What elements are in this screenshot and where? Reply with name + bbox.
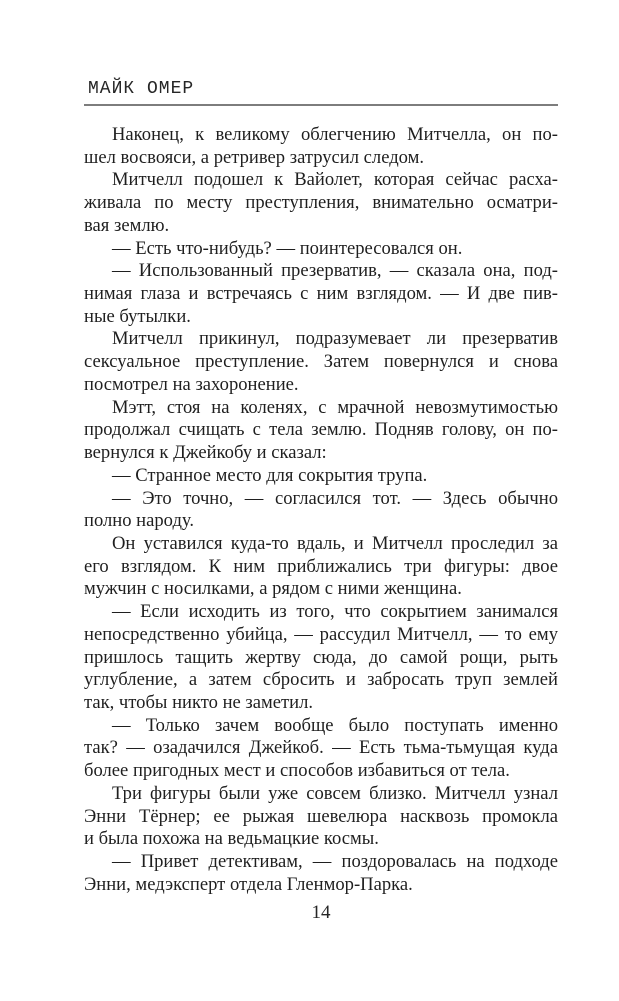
text-line: Митчелл прикинул, подразумевает ли презерватив: [112, 328, 558, 350]
text-line: Мэтт, стоя на коленях, с мрачной невозмутимостью: [112, 396, 558, 418]
paragraph: [84, 488, 558, 533]
text-line: мужчин с носилками, а рядом с ними женщина.: [84, 578, 462, 600]
page-number: 14: [311, 902, 331, 923]
text-line: — Если исходить из того, что сокрытием занимался: [112, 601, 558, 623]
text-line: — Есть что-нибудь? — поинтересовался он.: [112, 237, 463, 259]
text-line: полно народу.: [84, 510, 194, 532]
text-line: так, чтобы никто не заметил.: [84, 691, 314, 713]
paragraph: [84, 465, 558, 488]
text-line: продолжал счищать с тела землю. Подняв голову, он по-: [84, 419, 558, 441]
text-line: так? — озадачился Джейкоб. — Есть тьма-тьмущая куда: [84, 737, 558, 759]
text-line: Энни Тёрнер; ее рыжая шевелюра насквозь промокла: [84, 805, 558, 827]
paragraph: [84, 783, 558, 851]
header-rule: [84, 104, 558, 106]
text-line: Митчелл подошел к Вайолет, которая сейчас расха-: [112, 169, 558, 191]
text-line: углубление, а затем сбросить и забросать труп землей: [84, 669, 558, 691]
text-line: и была похожа на ведьмацкие космы.: [84, 828, 379, 850]
text-line: Наконец, к великому облегчению Митчелла, он по-: [112, 124, 558, 145]
paragraph: [84, 260, 558, 328]
text-line: Энни, медэксперт отдела Гленмор-Парка.: [84, 873, 413, 895]
text-line: Он уставился куда-то вдаль, и Митчелл проследил за: [112, 532, 558, 554]
text-line: шел восвояси, а ретривер затрусил следом.: [84, 146, 425, 168]
paragraph: [84, 238, 558, 261]
text-line: Три фигуры были уже совсем близко. Митчелл узнал: [112, 782, 558, 804]
text-line: вернулся к Джейкобу и сказал:: [84, 442, 327, 464]
text-line: ные бутылки.: [84, 305, 191, 327]
text-line: его взглядом. К ним приближались три фигуры: двое: [84, 555, 558, 577]
text-line: посмотрел на захоронение.: [84, 373, 299, 395]
text-line: более пригодных мест и способов избавиться от тела.: [84, 760, 510, 782]
paragraph: [84, 397, 558, 465]
text-line: нимая глаза и встречаясь с ним взглядом. — И две пив-: [84, 283, 558, 305]
text-line: пришлось тащить жертву сюда, до самой рощи, рыть: [84, 646, 558, 668]
paragraph: [84, 124, 558, 169]
paragraph: [84, 533, 558, 601]
text-line: — Странное место для сокрытия трупа.: [112, 464, 428, 486]
text-line: сексуальное преступление. Затем повернулся и снова: [84, 351, 558, 373]
text-line: — Использованный презерватив, — сказала она, под-: [112, 260, 558, 282]
text-line: непосредственно убийца, — рассудил Митчелл, — то ему: [84, 623, 558, 645]
paragraph: [84, 169, 558, 237]
text-line: вая землю.: [84, 214, 170, 236]
paragraph: [84, 328, 558, 396]
text-line: — Привет детективам, — поздоровалась на подходе: [112, 851, 558, 872]
running-header: МАЙК ОМЕР: [88, 79, 195, 99]
paragraph: [84, 851, 558, 896]
text-line: — Это точно, — согласился тот. — Здесь обычно: [112, 487, 558, 509]
text-line: — Только зачем вообще было поступать именно: [112, 714, 558, 736]
text-line: живала по месту преступления, внимательно осматри-: [84, 192, 558, 214]
paragraph: [84, 601, 558, 715]
paragraph: [84, 715, 558, 783]
page-body-text: [84, 124, 558, 896]
